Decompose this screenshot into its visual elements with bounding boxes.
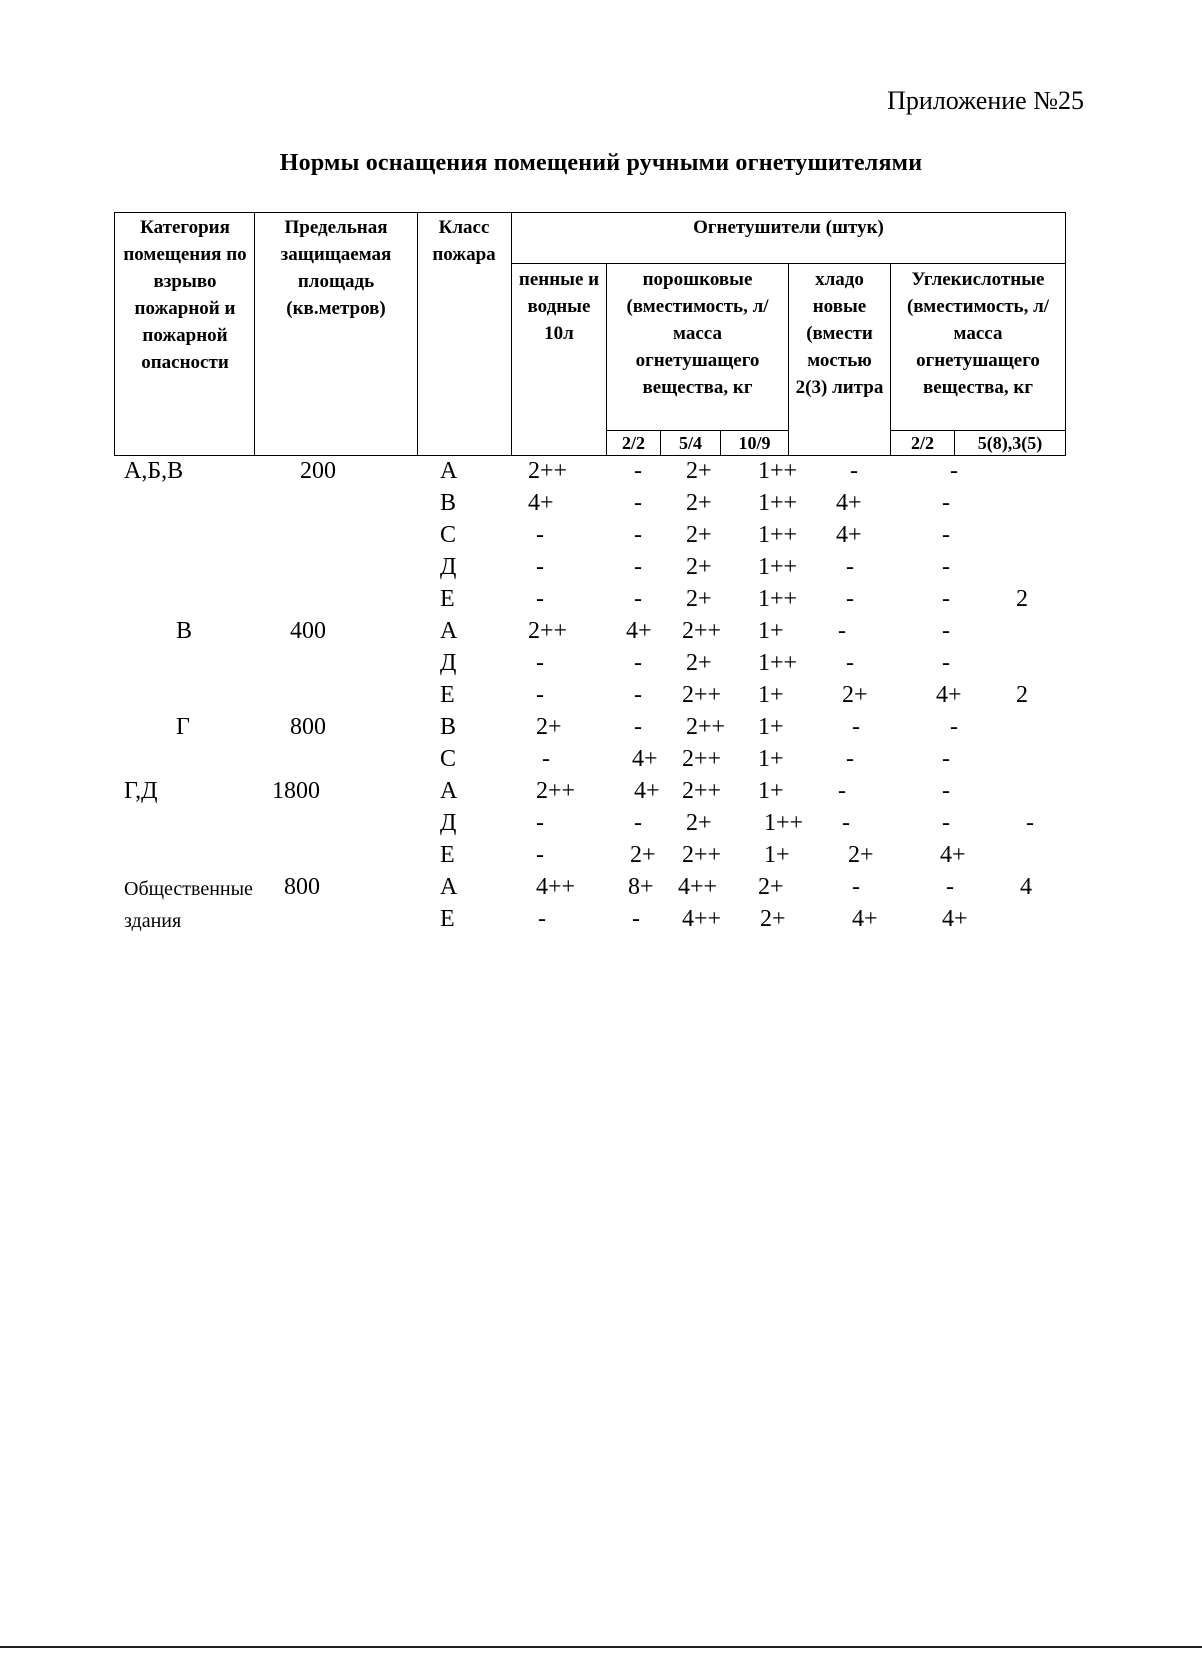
- header-co2-text: Углекислотные (вместимость, л/масса огнетушащего вещества, кг: [906, 269, 1050, 398]
- powder-sub-1-text: 2/2: [621, 433, 645, 453]
- cell-powder-2-2: 4+: [626, 618, 652, 644]
- cell-co2-2-2: -: [942, 618, 950, 644]
- cell-foam: -: [536, 554, 544, 580]
- cell-class: А: [440, 874, 458, 900]
- cell-foam: -: [536, 586, 544, 612]
- cell-area: 800: [284, 874, 320, 900]
- cell-category: Общественные: [124, 878, 253, 900]
- cell-foam: 4+: [528, 490, 554, 516]
- cell-foam: 4++: [536, 874, 576, 900]
- cell-class: С: [440, 746, 457, 772]
- cell-co2-2-2: 4+: [940, 842, 966, 868]
- table-row: [0, 906, 1202, 938]
- co2-sub-2-text: 5(8),3(5): [977, 433, 1043, 453]
- cell-freon: -: [838, 778, 846, 804]
- cell-foam: -: [536, 522, 544, 548]
- cell-powder-2-2: -: [632, 906, 640, 932]
- table-row: [0, 618, 1202, 650]
- cell-powder-5-4: 2++: [686, 714, 726, 740]
- bottom-rule: [0, 1646, 1202, 1648]
- cell-foam: 2++: [536, 778, 576, 804]
- cell-freon: -: [838, 618, 846, 644]
- cell-freon: -: [846, 650, 854, 676]
- cell-class: А: [440, 618, 458, 644]
- cell-powder-10-9: 1+: [758, 618, 784, 644]
- cell-powder-2-2: -: [634, 682, 642, 708]
- cell-co2-2-2: -: [942, 778, 950, 804]
- header-class-text: Класс пожара: [432, 217, 496, 265]
- cell-powder-10-9: 1+: [758, 714, 784, 740]
- cell-freon: -: [852, 714, 860, 740]
- cell-freon: 2+: [842, 682, 868, 708]
- cell-freon: -: [846, 746, 854, 772]
- cell-freon: -: [846, 554, 854, 580]
- cell-foam: -: [542, 746, 550, 772]
- cell-powder-5-4: 2+: [686, 586, 712, 612]
- table-row: [0, 810, 1202, 842]
- cell-powder-5-4: 2+: [686, 458, 712, 484]
- cell-co2-2-2: -: [942, 490, 950, 516]
- cell-powder-2-2: -: [634, 458, 642, 484]
- cell-category: Г,Д: [124, 778, 158, 804]
- cell-powder-2-2: 4+: [634, 778, 660, 804]
- table-row: [0, 586, 1202, 618]
- cell-area: 1800: [272, 778, 320, 804]
- table-row: [0, 650, 1202, 682]
- cell-freon: 4+: [836, 490, 862, 516]
- table-row: [0, 554, 1202, 586]
- cell-powder-10-9: 1++: [758, 490, 798, 516]
- cell-powder-10-9: 1+: [758, 682, 784, 708]
- cell-powder-10-9: 1++: [758, 458, 798, 484]
- appendix-label: Приложение №25: [887, 86, 1084, 115]
- cell-powder-2-2: -: [634, 586, 642, 612]
- cell-co2-2-2: -: [942, 554, 950, 580]
- table-row: [0, 714, 1202, 746]
- page-title: Нормы оснащения помещений ручными огнетушителями: [279, 150, 923, 176]
- cell-co2-2-2: -: [942, 522, 950, 548]
- co2-sub-1-text: 2/2: [910, 433, 934, 453]
- cell-powder-5-4: 2+: [686, 650, 712, 676]
- cell-co2-5-8: -: [1026, 810, 1034, 836]
- table-row: [0, 778, 1202, 810]
- header-foam-text: пенные и водные 10л: [518, 269, 600, 344]
- cell-freon: -: [846, 586, 854, 612]
- cell-powder-5-4: 2++: [682, 618, 722, 644]
- cell-powder-10-9: 1++: [758, 650, 798, 676]
- cell-powder-5-4: 2++: [682, 746, 722, 772]
- table-row: [0, 522, 1202, 554]
- cell-co2-2-2: -: [942, 746, 950, 772]
- header-category-text: Категория помещения по взрыво пожарной и пожарной опасности: [123, 217, 247, 373]
- table-row: [0, 746, 1202, 778]
- cell-powder-10-9: 1++: [758, 554, 798, 580]
- cell-class: Е: [440, 682, 455, 708]
- cell-powder-5-4: 4++: [678, 874, 718, 900]
- cell-foam: -: [536, 682, 544, 708]
- cell-category: здания: [124, 910, 182, 932]
- header-freon-text: хладо новые (вмести мостью 2(3) литра: [795, 269, 884, 398]
- cell-class: А: [440, 778, 458, 804]
- cell-foam: 2+: [536, 714, 562, 740]
- cell-powder-10-9: 1++: [758, 522, 798, 548]
- table-row: [0, 458, 1202, 490]
- cell-powder-10-9: 1++: [758, 586, 798, 612]
- cell-class: В: [440, 490, 457, 516]
- cell-powder-2-2: -: [634, 522, 642, 548]
- cell-class: Д: [440, 650, 457, 676]
- cell-co2-2-2: -: [950, 714, 958, 740]
- cell-class: Е: [440, 906, 455, 932]
- cell-powder-5-4: 2+: [686, 490, 712, 516]
- powder-sub-3-text: 10/9: [738, 433, 771, 453]
- cell-co2-2-2: -: [946, 874, 954, 900]
- cell-powder-5-4: 4++: [682, 906, 722, 932]
- cell-class: В: [440, 714, 457, 740]
- table-row: [0, 490, 1202, 522]
- header-extinguishers-text: Огнетушители (штук): [693, 217, 884, 238]
- table-row: [0, 842, 1202, 874]
- cell-powder-5-4: 2+: [686, 522, 712, 548]
- cell-class: Д: [440, 810, 457, 836]
- cell-co2-2-2: -: [950, 458, 958, 484]
- cell-co2-2-2: -: [942, 586, 950, 612]
- cell-area: 400: [290, 618, 326, 644]
- cell-co2-2-2: -: [942, 810, 950, 836]
- cell-foam: -: [538, 906, 546, 932]
- cell-powder-2-2: -: [634, 554, 642, 580]
- cell-co2-5-8: 2: [1016, 682, 1028, 708]
- cell-co2-2-2: 4+: [936, 682, 962, 708]
- cell-area: 200: [300, 458, 336, 484]
- cell-powder-5-4: 2++: [682, 778, 722, 804]
- cell-powder-2-2: 8+: [628, 874, 654, 900]
- cell-powder-10-9: 1+: [764, 842, 790, 868]
- cell-co2-5-8: 2: [1016, 586, 1028, 612]
- cell-class: С: [440, 522, 457, 548]
- cell-powder-2-2: -: [634, 810, 642, 836]
- cell-powder-5-4: 2++: [682, 842, 722, 868]
- cell-powder-5-4: 2+: [686, 810, 712, 836]
- cell-co2-2-2: 4+: [942, 906, 968, 932]
- cell-freon: -: [852, 874, 860, 900]
- cell-foam: -: [536, 810, 544, 836]
- cell-area: 800: [290, 714, 326, 740]
- cell-class: Е: [440, 586, 455, 612]
- header-area-text: Предельная защищаемая площадь (кв.метров): [280, 217, 392, 319]
- cell-powder-2-2: -: [634, 650, 642, 676]
- cell-powder-2-2: 4+: [632, 746, 658, 772]
- table-row: [0, 682, 1202, 714]
- header-powder-text: порошковые (вместимость, л/ масса огнетушащего вещества, кг: [626, 269, 769, 398]
- cell-freon: 4+: [852, 906, 878, 932]
- cell-powder-5-4: 2+: [686, 554, 712, 580]
- cell-powder-10-9: 1+: [758, 778, 784, 804]
- cell-class: Е: [440, 842, 455, 868]
- cell-powder-2-2: -: [634, 714, 642, 740]
- cell-freon: -: [842, 810, 850, 836]
- cell-foam: -: [536, 842, 544, 868]
- cell-freon: 2+: [848, 842, 874, 868]
- cell-co2-2-2: -: [942, 650, 950, 676]
- cell-powder-2-2: -: [634, 490, 642, 516]
- table-header: [114, 212, 1066, 456]
- table-row: [0, 874, 1202, 906]
- cell-class: Д: [440, 554, 457, 580]
- cell-foam: 2++: [528, 458, 568, 484]
- cell-foam: 2++: [528, 618, 568, 644]
- cell-freon: -: [850, 458, 858, 484]
- cell-foam: -: [536, 650, 544, 676]
- cell-powder-2-2: 2+: [630, 842, 656, 868]
- cell-powder-10-9: 2+: [760, 906, 786, 932]
- cell-co2-5-8: 4: [1020, 874, 1032, 900]
- cell-powder-10-9: 1+: [758, 746, 784, 772]
- cell-freon: 4+: [836, 522, 862, 548]
- cell-powder-10-9: 1++: [764, 810, 804, 836]
- powder-sub-2-text: 5/4: [678, 433, 702, 453]
- cell-category: А,Б,В: [124, 458, 184, 484]
- cell-category: В: [176, 618, 193, 644]
- cell-category: Г: [176, 714, 190, 740]
- cell-powder-5-4: 2++: [682, 682, 722, 708]
- cell-class: А: [440, 458, 458, 484]
- cell-powder-10-9: 2+: [758, 874, 784, 900]
